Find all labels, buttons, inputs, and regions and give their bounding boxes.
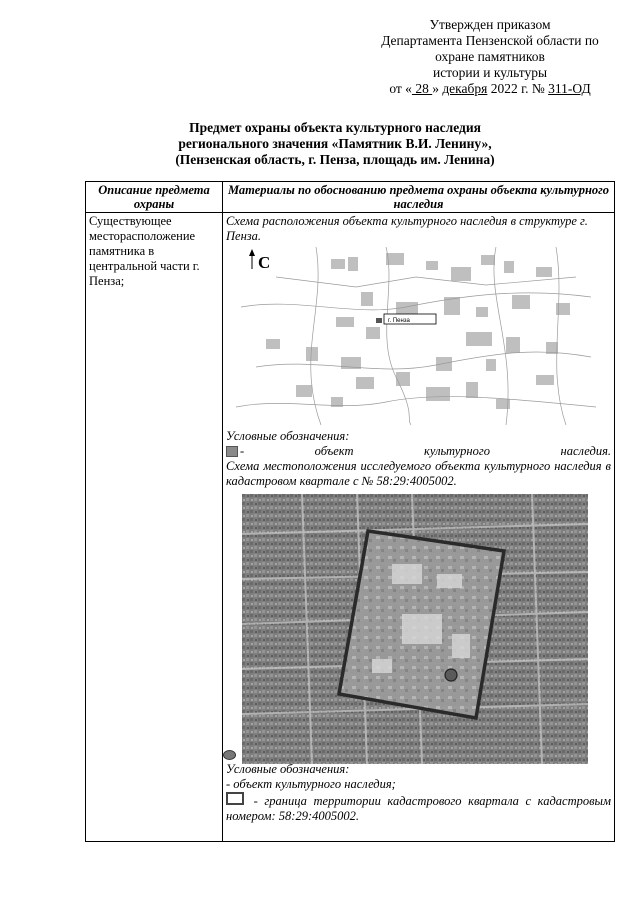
legend2-item1: - объект культурного наследия; xyxy=(226,777,396,791)
date-year: 2022 г. № xyxy=(487,81,549,96)
approval-date-line xyxy=(330,81,640,97)
approval-line-2: Департамента Пензенской области по xyxy=(381,33,599,48)
description-cell: Существующее месторасположение памятника в центральной части г. Пенза; xyxy=(86,213,223,842)
approval-line-4: истории и культуры xyxy=(432,65,548,80)
gray-square-icon xyxy=(226,446,238,457)
protection-subject-table xyxy=(85,181,615,842)
materials-cell xyxy=(223,213,615,842)
monument-dot xyxy=(445,669,457,681)
header-description: Описание предмета охраны xyxy=(86,182,223,213)
monument-marker xyxy=(376,318,382,323)
date-prefix: от « xyxy=(389,81,412,96)
cadastral-satellite-map xyxy=(242,494,588,764)
legend1-title: Условные обозначения: xyxy=(226,429,350,443)
document-title xyxy=(95,120,575,168)
gray-dot-icon xyxy=(223,750,236,760)
approval-line-3: охране памятников xyxy=(435,49,545,64)
order-number: 311-ОД xyxy=(548,81,591,96)
table-row xyxy=(86,213,615,842)
legend1-row xyxy=(226,444,611,459)
title-line-1: Предмет охраны объекта культурного наследия xyxy=(189,120,481,135)
date-month: декабря xyxy=(442,81,488,96)
title-line-2: регионального значения «Памятник В.И. Ленину», xyxy=(178,136,492,151)
city-location-map xyxy=(236,247,596,425)
north-label: С xyxy=(258,253,271,272)
title-line-3: (Пензенская область, г. Пенза, площадь им. Ленина) xyxy=(175,152,495,167)
table-header-row xyxy=(86,182,615,213)
date-day: 28 xyxy=(411,81,433,96)
scheme1-caption: Схема расположения объекта культурного наследия в структуре г. Пенза. xyxy=(226,214,588,243)
approval-block xyxy=(330,17,640,97)
legend2-row2 xyxy=(226,792,611,824)
city-label: г. Пенза xyxy=(388,318,410,324)
boundary-rect-icon xyxy=(226,792,244,805)
legend1-item: - объект культурного наследия. xyxy=(240,444,611,458)
date-day-close: » xyxy=(432,81,439,96)
legend2-title: Условные обозначения: xyxy=(226,762,350,776)
approval-line-1: Утвержден приказом xyxy=(429,17,551,32)
legend2-item2: - граница территории кадастрового квартала с кадастровым номером: 58:29:4005002. xyxy=(226,794,611,823)
scheme2-caption: Схема местоположения исследуемого объекта культурного наследия в кадастровом квартале с № 58:29:4005002. xyxy=(226,459,611,488)
header-materials: Материалы по обоснованию предмета охраны объекта культурного наследия xyxy=(223,182,615,213)
north-arrow xyxy=(249,249,270,272)
